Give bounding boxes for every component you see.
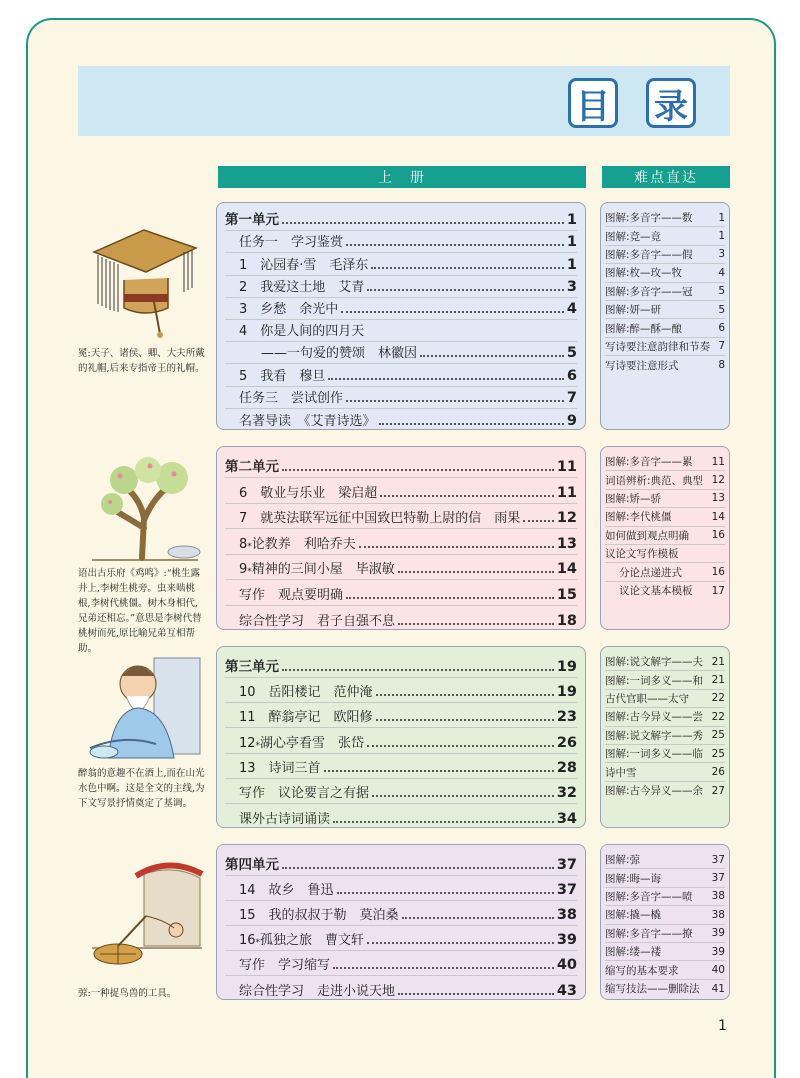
side-entry-page: 21 [711,674,725,687]
side-entry-page: 26 [711,766,725,779]
side-entry-page: 8 [718,359,725,372]
unit-2-side-box [600,446,730,630]
toc-entry[interactable] [225,976,577,1001]
entry-page: 37 [556,882,577,898]
dot-leader [341,311,564,313]
entry-title: 任务三 尝试创作 [239,390,344,406]
entry-title: 9 [239,562,248,578]
entry-title: 第三单元 [225,659,279,676]
side-entry-title: 图解:古今异义——余 [605,785,704,798]
side-entry[interactable] [605,727,725,745]
side-entry-title: 写诗要注意形式 [605,359,679,372]
side-entry-page: 13 [711,492,725,505]
entry-page: 1 [566,212,577,229]
side-entry[interactable] [605,319,725,337]
toc-entry[interactable] [225,364,577,386]
unit-3-box [216,646,586,828]
dot-leader [367,745,554,747]
side-entry[interactable] [605,582,725,600]
side-entry-title: 图解:多音字——数 [605,212,693,225]
unit-1-side-box [600,202,730,430]
side-entry[interactable] [605,869,725,887]
side-entry-page: 3 [718,248,725,261]
unit-3-caption: 醉翁的意趣不在酒上,而在山光水色中啊。这是全文的主线,为下文写景抒情奠定了基调。 [78,768,205,809]
entry-page: 4 [566,300,577,317]
side-entry[interactable] [605,490,725,508]
entry-title: 写作 观点要明确 [239,587,344,603]
dot-leader [371,267,564,269]
side-entry-title: 古代官职——太守 [605,692,689,705]
entry-page: 5 [566,345,577,362]
toc-entry[interactable] [225,754,577,779]
toc-entry[interactable] [225,504,577,529]
entry-title: 1 沁园春·雪 毛泽东 [239,257,369,273]
side-entry[interactable] [605,708,725,726]
entry-page: 40 [556,957,577,973]
unit-3-side-box [600,646,730,828]
entry-page: 7 [566,389,577,406]
entry-page: 19 [556,684,577,701]
unit-title-row[interactable] [225,453,577,478]
dot-leader [376,694,554,696]
entry-title: 8 [239,536,248,552]
entry-title: 第二单元 [225,459,279,476]
dot-leader [282,867,554,869]
toc-entry[interactable] [225,529,577,554]
side-entry[interactable] [605,943,725,961]
title-band [78,66,730,136]
entry-title: 6 敬业与乐业 梁启超 [239,485,378,501]
entry-page: 14 [556,561,577,578]
side-entry[interactable] [605,671,725,689]
dot-leader [346,597,554,599]
dot-leader [420,355,564,357]
entry-page: 28 [556,759,577,776]
entry-title: 11 醉翁亭记 欧阳修 [239,710,373,726]
side-entry-title: 图解:缕—褛 [605,946,662,959]
side-entry-title: 图解:李代桃僵 [605,511,672,524]
entry-title: 7 就英法联军远征中国致巴特勒上尉的信 雨果 [239,511,521,527]
toc-entry[interactable] [225,580,577,605]
side-entry-page: 16 [711,566,725,579]
entry-title: 12 [239,735,256,751]
mortarboard-crown-illustration [84,222,204,342]
optional-mark: * [255,938,261,948]
side-entry-page: 22 [711,710,725,723]
dot-leader [346,244,564,246]
side-entry-title: 图解:多音字——累 [605,456,693,469]
entry-title: 14 故乡 鲁迅 [239,883,334,898]
entry-page: 38 [556,907,577,923]
side-entry-title: 缩写技法——删除法 [605,983,700,996]
toc-entry[interactable] [225,276,577,298]
entry-title: 13 诗词三首 [239,760,321,776]
entry-title: 3 乡愁 余光中 [239,301,339,317]
entry-page: 23 [556,709,577,726]
side-entry[interactable] [605,653,725,671]
side-entry-title: 诗中雪 [605,766,637,779]
side-entry-page: 1 [718,211,725,224]
dot-leader [282,469,554,471]
unit-1-box [216,202,586,430]
dot-leader [282,222,564,224]
unit-1-caption: 冕:天子、诸侯、卿、大夫所戴的礼帽,后来专指帝王的礼帽。 [78,348,205,374]
side-entry[interactable] [605,264,725,282]
toc-entry[interactable] [225,779,577,804]
entry-page: 18 [556,612,577,629]
volume-header: 上 册 [218,166,586,188]
dot-leader [337,892,554,894]
entry-page: 3 [566,278,577,295]
side-entry-page: 37 [711,872,725,885]
dot-leader [333,821,554,823]
unit-4-box [216,844,586,1000]
unit-2-caption: 语出古乐府《鸡鸣》:“桃生露井上,李树生桃旁。虫来啮桃根,李树代桃僵。树木身相代,兄弟还相忘。”意思是李树代替桃树而死,原比喻兄弟互相帮助。 [78,568,202,654]
side-entry[interactable] [605,906,725,924]
side-entry-page: 38 [711,890,725,903]
side-entry-page: 37 [711,853,725,866]
dot-leader [376,719,554,721]
side-entry-page: 17 [711,584,725,597]
side-entry-page: 12 [711,474,725,487]
side-entry[interactable] [605,301,725,319]
side-entry[interactable] [605,745,725,763]
side-entry[interactable] [605,227,725,245]
dot-leader [398,993,554,995]
dot-leader [380,495,554,497]
entry-page: 11 [556,459,577,476]
toc-entry[interactable] [225,478,577,503]
side-entry[interactable] [605,925,725,943]
side-entry-title: 议论文写作模板 [605,548,679,561]
side-entry-page: 41 [711,982,725,995]
dot-leader [324,770,554,772]
side-entry-title: 图解:说文解字——夫 [605,656,704,669]
side-entry-title: 图解:多音字——撩 [605,927,693,940]
side-entry-page: 4 [718,266,725,279]
toc-entry[interactable] [225,555,577,580]
toc-entry[interactable] [225,951,577,976]
toc-entry[interactable] [225,298,577,320]
side-entry[interactable] [605,356,725,374]
unit-2-box [216,446,586,630]
unit-4-side-box [600,844,730,1000]
side-entry-page: 27 [711,784,725,797]
entry-title: 名著导读 《艾青诗选》 [239,413,376,429]
entry-page: 32 [556,784,577,801]
dot-leader [523,520,554,522]
entry-page: 34 [556,810,577,827]
entry-page: 43 [556,983,577,999]
toc-entry[interactable] [225,342,577,364]
dot-leader [398,623,554,625]
side-entry[interactable] [605,527,725,545]
side-entry-page: 40 [711,964,725,977]
side-entry[interactable] [605,471,725,489]
entry-title-rest: 湖心亭看雪 张岱 [260,735,365,751]
entry-title: 4 你是人间的四月天 [239,324,365,340]
side-entry-page: 6 [718,322,725,335]
entry-title: 课外古诗词诵读 [239,811,331,827]
side-entry[interactable] [605,851,725,869]
side-entry-page: 21 [711,655,725,668]
toc-entry[interactable] [225,606,577,631]
side-entry[interactable] [605,545,725,563]
side-entry-title: 词语辨析:典范、典型 [605,474,704,487]
side-entry-title: 分论点递进式 [619,566,682,579]
bird-trap-illustration [84,856,204,976]
side-entry-title: 图解:竞—竟 [605,230,662,243]
dot-leader [398,571,554,573]
dot-leader [379,423,564,425]
entry-title: 第一单元 [225,212,279,229]
side-entry-page: 38 [711,908,725,921]
entry-title-rest: 论教养 利哈乔夫 [251,536,356,552]
side-entry-page: 1 [718,230,725,243]
entry-title: 写作 学习缩写 [239,958,331,973]
side-entry[interactable] [605,563,725,581]
entry-page: 37 [556,857,577,873]
unit-4-caption: 弶:一种捉鸟兽的工具。 [78,988,177,999]
entry-title: 16 [239,933,256,948]
toc-entry[interactable] [225,678,577,703]
optional-mark: * [255,740,261,751]
side-entry-page: 16 [711,529,725,542]
side-entry[interactable] [605,980,725,998]
toc-entry[interactable] [225,231,577,253]
side-entry[interactable] [605,338,725,356]
entry-page: 12 [556,510,577,527]
side-entry-page: 22 [711,692,725,705]
side-entry-title: 图解:多音字——喷 [605,890,693,903]
side-entry-page: 25 [711,729,725,742]
dot-leader [367,289,564,291]
entry-title: 写作 议论要言之有据 [239,785,370,801]
side-entry-page: 7 [718,340,725,353]
side-entry[interactable] [605,888,725,906]
side-entry-title: 写诗要注意韵律和节奏 [605,340,710,353]
side-entry-title: 图解:多音字——冠 [605,285,693,298]
toc-entry[interactable] [225,387,577,409]
entry-page: 11 [556,484,577,501]
toc-entry[interactable] [225,728,577,753]
dot-leader [359,546,554,548]
side-entry[interactable] [605,690,725,708]
toc-entry[interactable] [225,320,577,342]
dot-leader [372,795,554,797]
entry-page: 6 [566,367,577,384]
entry-page: 39 [556,932,577,948]
toc-entry[interactable] [225,409,577,431]
side-entry-title: 图解:枚—玫—牧 [605,267,683,280]
entry-page: 26 [556,734,577,751]
side-entry-title: 图解:撬—橇 [605,909,662,922]
toc-entry[interactable] [225,804,577,829]
side-entry[interactable] [605,782,725,800]
entry-title: 综合性学习 走进小说天地 [239,984,396,999]
side-entry-title: 图解:多音字——假 [605,248,693,261]
optional-mark: * [247,541,252,552]
side-entry-title: 如何做到观点明确 [605,529,689,542]
side-entry-title: 议论文基本模板 [619,585,693,598]
entry-title: 15 我的叔叔于勒 莫泊桑 [239,908,399,923]
side-entry-page: 39 [711,927,725,940]
side-entry-page: 5 [718,303,725,316]
side-entry-page: 25 [711,747,725,760]
side-entry-title: 图解:醉—酥—酿 [605,322,683,335]
side-entry-page: 39 [711,945,725,958]
entry-title: 任务一 学习鉴赏 [239,235,344,251]
entry-page: 19 [556,659,577,676]
side-header: 难点直达 [602,166,730,188]
dot-leader [333,967,554,969]
side-entry[interactable] [605,508,725,526]
side-entry[interactable] [605,453,725,471]
toc-entry[interactable] [225,876,577,901]
title-char-2: 录 [646,78,696,128]
title-char-1: 目 [568,78,618,128]
entry-title: 第四单元 [225,857,279,873]
unit-title-row[interactable] [225,653,577,678]
dot-leader [346,400,564,402]
side-entry-title: 图解:矫—骄 [605,492,662,505]
toc-entry[interactable] [225,926,577,951]
dot-leader [402,917,554,919]
entry-page: 9 [566,412,577,429]
toc-entry[interactable] [225,253,577,275]
side-entry-title: 图解:说文解字——秀 [605,729,704,742]
side-entry[interactable] [605,283,725,301]
page-number: 1 [718,1018,727,1034]
entry-title: 2 我爱这土地 艾青 [239,279,365,295]
peach-plum-tree-illustration [84,448,204,568]
side-entry-title: 图解:古今异义——尝 [605,711,704,724]
entry-page: 1 [566,234,577,251]
side-entry-title: 图解:弶 [605,854,641,867]
side-entry-page: 14 [711,510,725,523]
entry-page: 13 [556,535,577,552]
side-entry-page: 11 [711,455,725,468]
unit-title-row[interactable] [225,851,577,876]
side-entry[interactable] [605,246,725,264]
side-entry-page: 5 [718,285,725,298]
side-entry-title: 图解:晦—诲 [605,872,662,885]
side-entry[interactable] [605,763,725,781]
dot-leader [367,942,554,944]
entry-title: ——一句爱的赞颂 林徽因 [261,346,418,362]
entry-title-rest: 精神的三间小屋 毕淑敏 [251,562,395,578]
side-entry-title: 图解:一词多义——和 [605,674,704,687]
entry-page: 15 [556,586,577,603]
toc-entry[interactable] [225,901,577,926]
entry-title: 5 我看 穆旦 [239,368,326,384]
dot-leader [328,378,564,380]
side-entry[interactable] [605,961,725,979]
side-entry-title: 缩写的基本要求 [605,964,679,977]
entry-page: 1 [566,256,577,273]
entry-title: 10 岳阳楼记 范仲淹 [239,685,373,701]
dot-leader [282,669,554,671]
side-entry[interactable] [605,209,725,227]
toc-entry[interactable] [225,703,577,728]
entry-title: 综合性学习 君子自强不息 [239,613,396,629]
entry-title-rest: 孤独之旅 曹文轩 [260,933,365,948]
drunken-old-man-illustration [84,648,204,768]
side-entry-title: 图解:一词多义——临 [605,748,704,761]
unit-title-row[interactable] [225,209,577,231]
side-entry-title: 图解:妍—研 [605,304,662,317]
optional-mark: * [247,567,252,578]
